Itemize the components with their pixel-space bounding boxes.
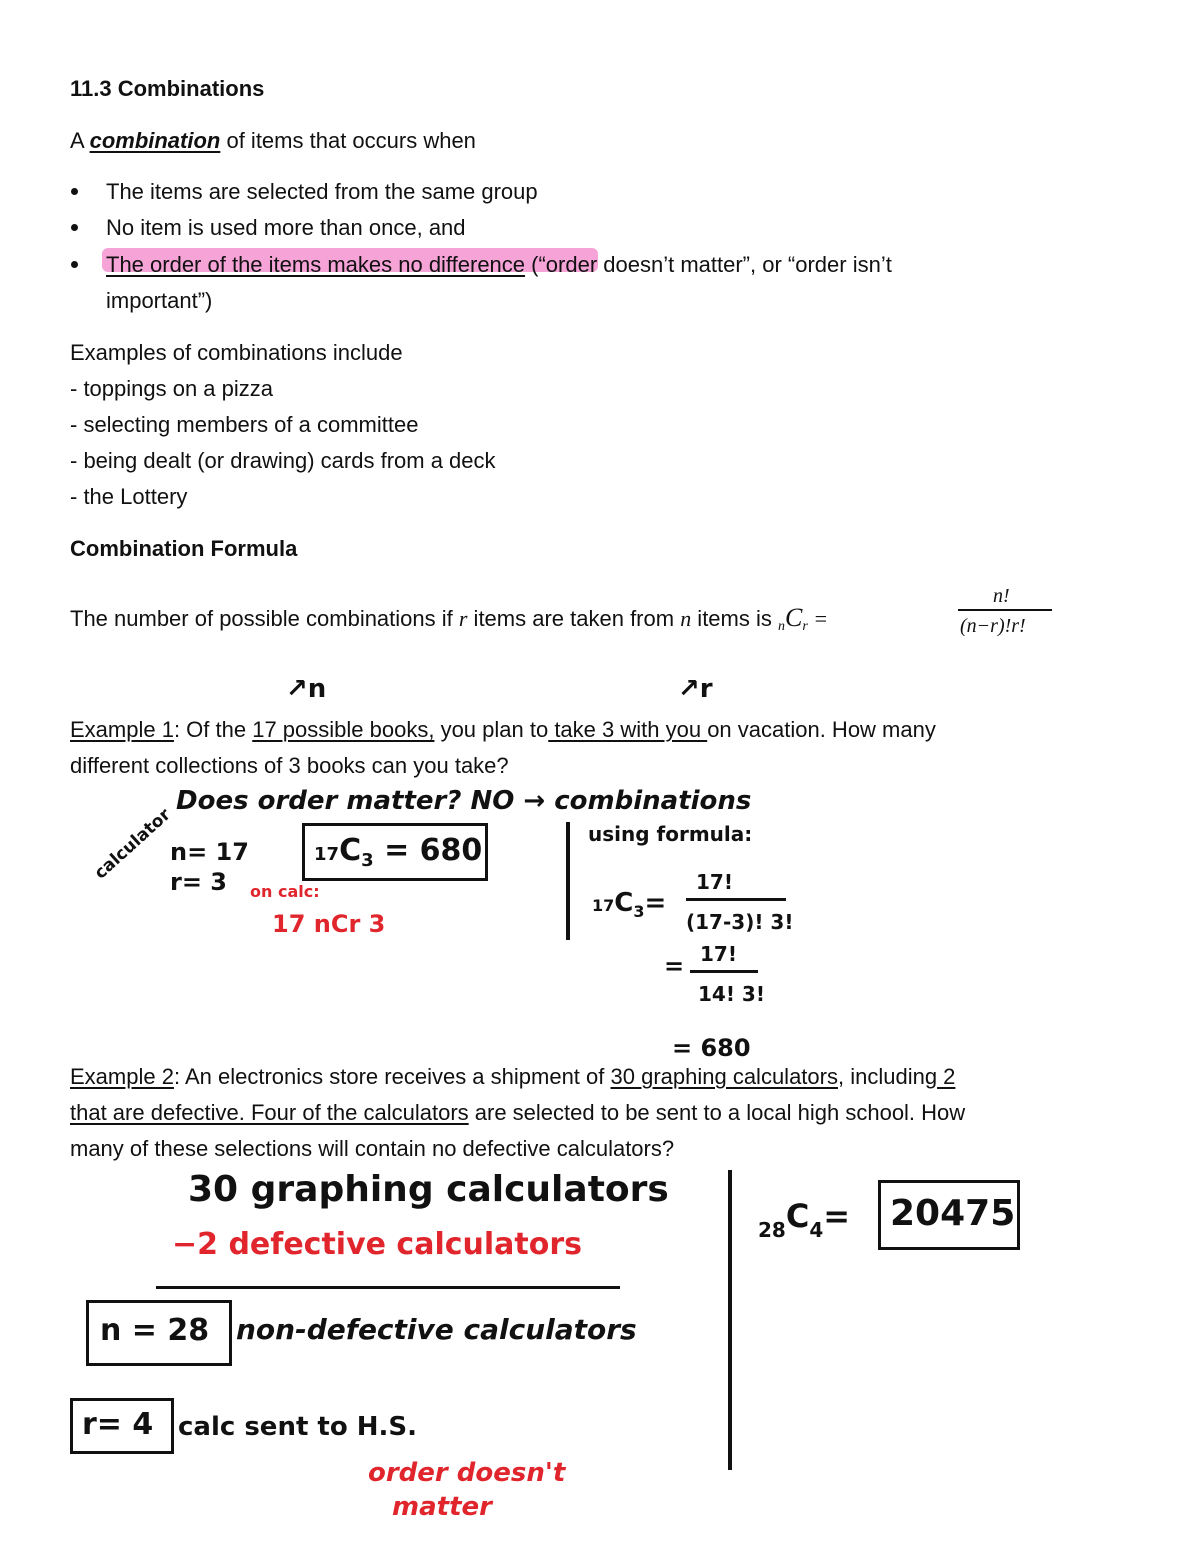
hw-C: C — [785, 1197, 810, 1235]
highlighted-text: The order of the items makes no difference — [106, 252, 526, 277]
hw-eq: = — [823, 1197, 851, 1235]
definition-prefix: A — [70, 128, 90, 153]
formula-var-n: n — [680, 606, 692, 631]
hw-fraction-bar — [686, 898, 786, 901]
hw-final-answer: 20475 — [890, 1193, 1016, 1234]
hw-result: = 680 — [672, 1034, 751, 1062]
example2-text: : An electronics store receives a shipment of — [173, 1064, 611, 1089]
hw-r-value: r= 3 — [170, 868, 227, 896]
formula-numerator: n! — [993, 585, 1010, 607]
example1-text: : Of the — [173, 717, 253, 742]
hw-n-value: n= 17 — [170, 838, 249, 866]
hw-order-note: matter — [392, 1492, 492, 1522]
hw-eq: = — [644, 888, 667, 918]
hw-r-description: calc sent to H.S. — [178, 1412, 418, 1442]
formula-var-r: r — [458, 606, 468, 631]
example-list-item: - toppings on a pizza — [70, 376, 274, 401]
hw-r-box-text: r= 4 — [82, 1407, 154, 1442]
hw-sub: 17 — [314, 844, 340, 865]
formula-sub-n: n — [777, 619, 785, 634]
definition-line — [70, 128, 476, 154]
hw-divider-line — [566, 822, 570, 940]
example2-line2 — [70, 1100, 965, 1126]
example-list-item: - selecting members of a committee — [70, 412, 419, 437]
hw-subtraction-line — [156, 1286, 620, 1289]
formula-C: C — [784, 603, 803, 632]
example1-line2: different collections of 3 books can you take? — [70, 753, 509, 778]
hw-sub: 3 — [361, 850, 374, 871]
formula-equals: = — [807, 606, 829, 631]
hw-answer-lhs — [758, 1197, 851, 1242]
example1-underlined: 17 possible books, — [252, 717, 435, 742]
formula-sentence — [70, 602, 828, 636]
hw-order-question: Does order matter? NO → combinations — [176, 786, 752, 816]
hw-defective-calculators: −2 defective calculators — [172, 1227, 583, 1262]
formula-heading: Combination Formula — [70, 536, 298, 561]
example2-label: Example 2 — [70, 1064, 174, 1089]
page-title: 11.3 Combinations — [70, 76, 265, 101]
formula-text: items is — [691, 606, 778, 631]
hw-arrow-n: ↗n — [286, 674, 327, 704]
example1-line1 — [70, 717, 936, 743]
hw-sub: 4 — [809, 1218, 824, 1242]
hw-using-formula: using formula: — [588, 822, 753, 846]
definition-suffix: of items that occurs when — [220, 128, 476, 153]
hw-calculator-label: calculator — [90, 804, 175, 884]
hw-calc-entry: 17 nCr 3 — [272, 910, 386, 938]
example2-text: are selected to be sent to a local high school. How — [468, 1100, 966, 1125]
example2-underlined: 2 — [937, 1064, 956, 1089]
example2-text: , including — [837, 1064, 938, 1089]
example-list-item: - the Lottery — [70, 484, 188, 509]
formula-text: The number of possible combinations if — [70, 606, 459, 631]
example1-text: you plan to — [434, 717, 549, 742]
examples-intro: Examples of combinations include — [70, 340, 403, 365]
formula-fraction-bar — [958, 609, 1052, 611]
hw-n-box-text: n = 28 — [100, 1313, 210, 1348]
hw-C: C — [614, 888, 634, 918]
hw-answer: = 680 — [373, 833, 483, 868]
formula-text: items are taken from — [467, 606, 681, 631]
bullet-item: No item is used more than once, and — [106, 215, 466, 240]
definition-term: combination — [89, 128, 221, 153]
hw-formula2-numerator: 17! — [700, 942, 737, 966]
bullet-marker — [71, 188, 78, 195]
hw-divider-line — [728, 1170, 732, 1470]
hw-answer-expression — [314, 833, 483, 871]
example2-line3: many of these selections will contain no defective calculators? — [70, 1136, 675, 1161]
formula-sub-r: r — [802, 619, 808, 634]
hw-formula-lhs — [592, 890, 666, 920]
hw-n-description: non-defective calculators — [236, 1313, 637, 1346]
bullet-item-highlighted — [106, 252, 892, 278]
example1-underlined: take 3 with you — [548, 717, 708, 742]
hw-sub: 28 — [758, 1218, 786, 1242]
example1-text: on vacation. How many — [707, 717, 936, 742]
hw-order-note: order doesn't — [368, 1458, 566, 1488]
example1-label: Example 1 — [70, 717, 174, 742]
hw-formula-numerator: 17! — [696, 870, 733, 894]
hw-formula2-denominator: 14! 3! — [698, 982, 765, 1006]
hw-eq: = — [664, 952, 685, 980]
hw-formula-denominator: (17-3)! 3! — [686, 910, 794, 934]
hw-sub: 3 — [633, 902, 645, 921]
bullet-marker — [71, 224, 78, 231]
bullet-continuation: important”) — [106, 288, 213, 313]
bullet-item: The items are selected from the same group — [106, 179, 538, 204]
hw-sub: 17 — [592, 896, 615, 915]
hw-fraction-bar — [690, 970, 758, 973]
example2-underlined: 30 graphing calculators — [610, 1064, 838, 1089]
hw-on-calc: on calc: — [250, 882, 320, 901]
example2-line1 — [70, 1064, 955, 1090]
hw-arrow-r: ↗r — [678, 674, 713, 704]
example-list-item: - being dealt (or drawing) cards from a deck — [70, 448, 496, 473]
bullet-marker — [71, 261, 78, 268]
hw-total-calculators: 30 graphing calculators — [188, 1169, 669, 1210]
example2-underlined: that are defective. Four of the calculators — [70, 1100, 469, 1125]
hw-C: C — [339, 833, 362, 868]
bullet-rest: (“order doesn’t matter”, or “order isn’t — [525, 252, 892, 277]
formula-denominator: (n−r)!r! — [960, 615, 1026, 637]
